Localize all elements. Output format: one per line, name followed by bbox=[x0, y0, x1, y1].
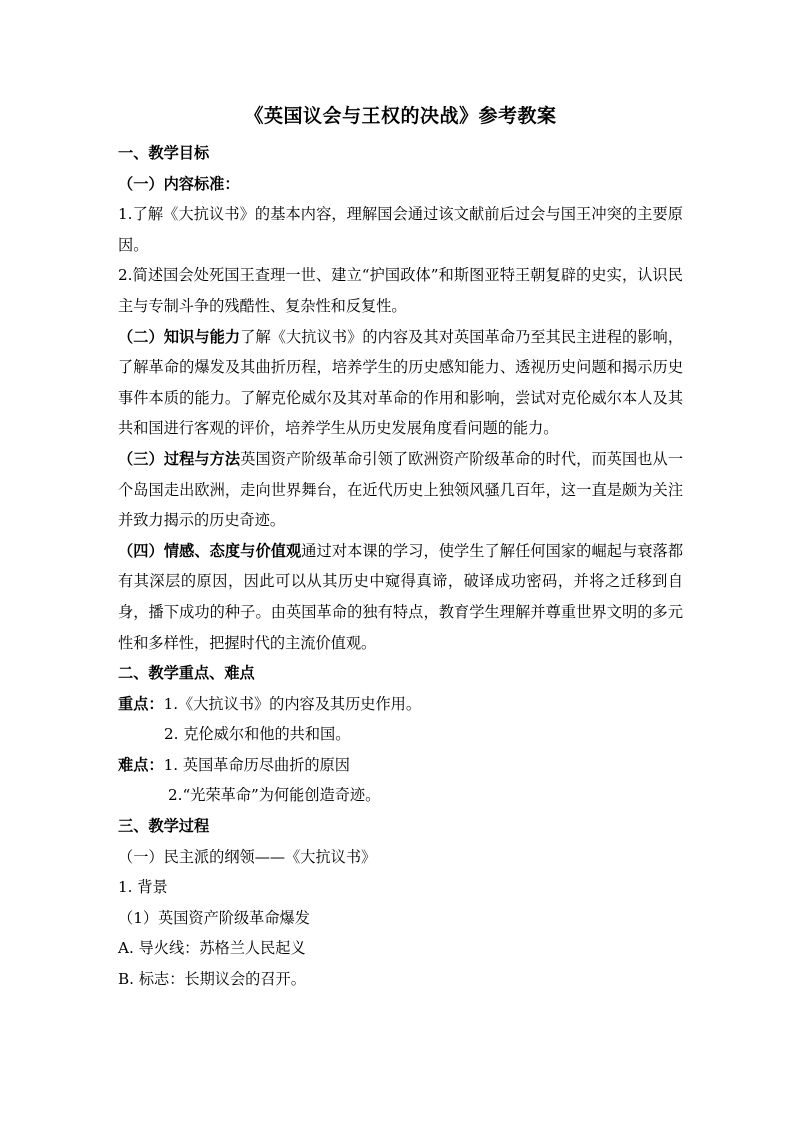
process-line-3: （1）英国资产阶级革命爆发 bbox=[118, 908, 310, 927]
paragraph-knowledge-ability bbox=[118, 322, 683, 444]
label-knowledge-ability: （二）知识与能力 bbox=[118, 327, 241, 346]
key-point-1 bbox=[118, 689, 683, 720]
text-emotion-values: 通过对本课的学习，使学生了解任何国家的崛起与衰落都有其深层的原因，因此可以从其历史中窥得真谛，破译成功密码，并将之迁移到自身，播下成功的种子。由英国革命的独有特点，教育学生理解并尊重世界文明的多元性和多样性，把握时代的主流价值观。 bbox=[118, 541, 684, 652]
key-point-2: 2. 克伦威尔和他的共和国。 bbox=[164, 725, 351, 744]
difficulty-2: 2.“光荣革命”为何能创造奇迹。 bbox=[168, 786, 381, 805]
paragraph-standard-2: 2.简述国会处死国王查理一世、建立“护国政体”和斯图亚特王朝复辟的史实，认识民主与专制斗争的残酷性、复杂性和反复性。 bbox=[118, 266, 683, 315]
section-heading-process: 三、教学过程 bbox=[118, 817, 210, 836]
text-knowledge-ability: 了解《大抗议书》的内容及其对英国革命乃至其民主进程的影响，了解革命的爆发及其曲折历程，培养学生的历史感知能力、透视历史问题和揭示历史事件本质的能力。了解克伦威尔及其对革命的作用和影响，尝试对克伦威尔本人及其共和国进行客观的评价，培养学生从历史发展角度看问题的能力。 bbox=[118, 327, 684, 438]
section-heading-key-points: 二、教学重点、难点 bbox=[118, 664, 255, 683]
label-difficulties: 难点： bbox=[118, 755, 164, 774]
paragraph-process-method bbox=[118, 444, 683, 536]
text-key-point-1: 1.《大抗议书》的内容及其历史作用。 bbox=[163, 694, 422, 713]
text-difficulty-1: 1. 英国革命历尽曲折的原因 bbox=[163, 755, 350, 774]
section-heading-objectives: 一、教学目标 bbox=[118, 144, 210, 162]
difficulty-1 bbox=[118, 750, 683, 781]
paragraph-emotion-values bbox=[118, 536, 683, 658]
document-title: 《英国议会与王权的决战》参考教案 bbox=[244, 105, 557, 127]
process-line-1: （一）民主派的纲领——《大抗议书》 bbox=[118, 847, 377, 866]
document-content bbox=[118, 100, 683, 995]
paragraph-standard-1: 1.了解《大抗议书》的基本内容，理解国会通过该文献前后过会与国王冲突的主要原因。 bbox=[118, 205, 683, 254]
process-line-2: 1. 背景 bbox=[118, 878, 168, 897]
process-line-5: B. 标志：长期议会的召开。 bbox=[118, 970, 306, 989]
process-line-4: A. 导火线：苏格兰人民起义 bbox=[118, 939, 306, 958]
label-emotion-values: （四）情感、态度与价值观 bbox=[118, 541, 302, 560]
label-key-points: 重点： bbox=[118, 694, 164, 713]
text-process-method: 英国资产阶级革命引领了欧洲资产阶级革命的时代，而英国也从一个岛国走出欧洲，走向世界舞台，在近代历史上独领风骚几百年，这一直是颇为关注并致力揭示的历史奇迹。 bbox=[118, 449, 684, 530]
label-process-method: （三）过程与方法 bbox=[118, 449, 241, 468]
subheading-content-standard: （一）内容标准： bbox=[118, 174, 240, 193]
